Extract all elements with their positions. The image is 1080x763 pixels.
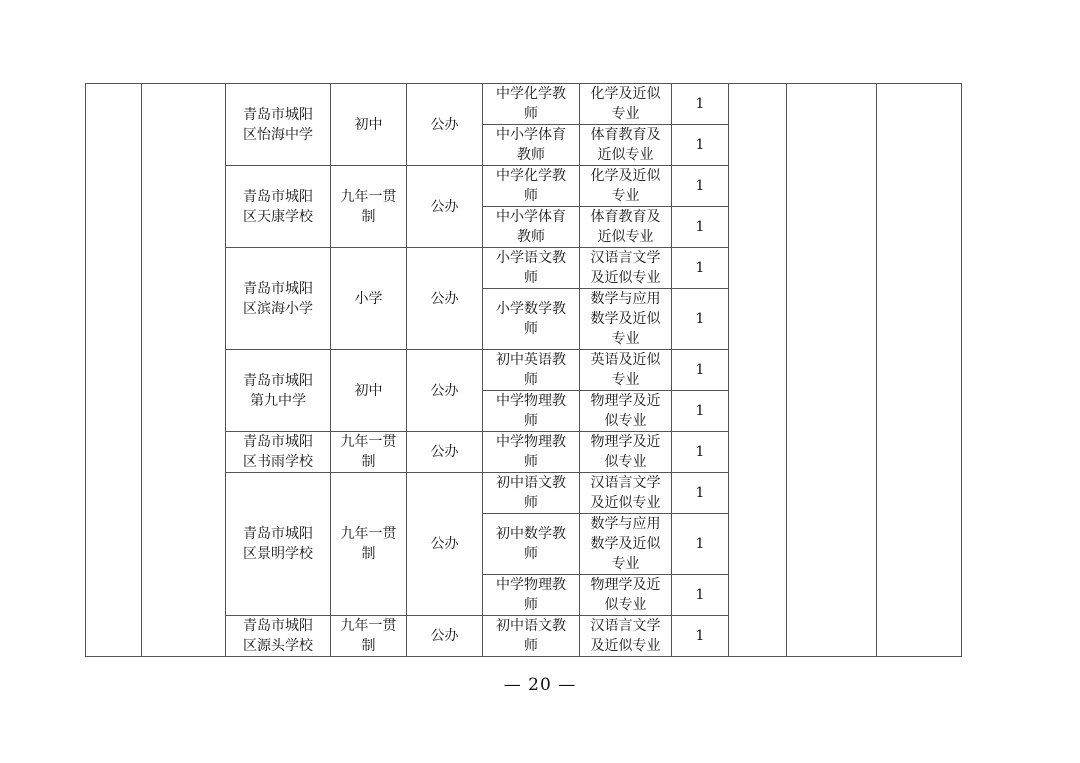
post-name-cell: 小学数学教 师 [483, 289, 580, 350]
count-cell: 1 [672, 289, 729, 350]
count-cell: 1 [672, 125, 729, 166]
table-body [86, 84, 962, 657]
school-name-cell: 青岛市城阳 区天康学校 [226, 166, 331, 248]
school-name-cell: 青岛市城阳 第九中学 [226, 350, 331, 432]
school-nature-cell: 公办 [407, 473, 483, 616]
post-name-cell: 中小学体育 教师 [483, 125, 580, 166]
count-cell: 1 [672, 391, 729, 432]
school-name-cell: 青岛市城阳 区源头学校 [226, 616, 331, 657]
school-level-cell: 初中 [331, 84, 407, 166]
school-nature-cell: 公办 [407, 166, 483, 248]
school-nature-cell: 公办 [407, 432, 483, 473]
school-level-cell: 九年一贯 制 [331, 473, 407, 616]
page-number: — 20 — [503, 675, 577, 695]
post-name-cell: 中小学体育 教师 [483, 207, 580, 248]
count-cell: 1 [672, 514, 729, 575]
major-cell: 物理学及近 似专业 [580, 575, 672, 616]
count-cell: 1 [672, 248, 729, 289]
post-name-cell: 小学语文教 师 [483, 248, 580, 289]
school-name-cell: 青岛市城阳 区书雨学校 [226, 432, 331, 473]
school-level-cell: 九年一贯 制 [331, 616, 407, 657]
school-nature-cell: 公办 [407, 616, 483, 657]
recruitment-table [85, 83, 962, 657]
count-cell: 1 [672, 166, 729, 207]
school-name-cell: 青岛市城阳 区滨海小学 [226, 248, 331, 350]
table-row [86, 84, 962, 125]
major-cell: 汉语言文学 及近似专业 [580, 473, 672, 514]
school-nature-cell: 公办 [407, 248, 483, 350]
school-name-cell: 青岛市城阳 区景明学校 [226, 473, 331, 616]
post-name-cell: 初中语文教 师 [483, 616, 580, 657]
school-level-cell: 初中 [331, 350, 407, 432]
major-cell: 汉语言文学 及近似专业 [580, 616, 672, 657]
school-name-cell: 青岛市城阳 区怡海中学 [226, 84, 331, 166]
post-name-cell: 初中语文教 师 [483, 473, 580, 514]
blank-cell [729, 84, 787, 657]
school-level-cell: 小学 [331, 248, 407, 350]
major-cell: 体育教育及 近似专业 [580, 125, 672, 166]
count-cell: 1 [672, 473, 729, 514]
post-name-cell: 中学化学教 师 [483, 166, 580, 207]
major-cell: 数学与应用 数学及近似 专业 [580, 514, 672, 575]
major-cell: 数学与应用 数学及近似 专业 [580, 289, 672, 350]
major-cell: 化学及近似 专业 [580, 84, 672, 125]
count-cell: 1 [672, 350, 729, 391]
major-cell: 物理学及近 似专业 [580, 432, 672, 473]
count-cell: 1 [672, 432, 729, 473]
school-level-cell: 九年一贯 制 [331, 166, 407, 248]
post-name-cell: 初中英语教 师 [483, 350, 580, 391]
count-cell: 1 [672, 207, 729, 248]
school-nature-cell: 公办 [407, 84, 483, 166]
count-cell: 1 [672, 575, 729, 616]
blank-cell [142, 84, 226, 657]
major-cell: 汉语言文学 及近似专业 [580, 248, 672, 289]
post-name-cell: 初中数学教 师 [483, 514, 580, 575]
major-cell: 化学及近似 专业 [580, 166, 672, 207]
major-cell: 体育教育及 近似专业 [580, 207, 672, 248]
count-cell: 1 [672, 616, 729, 657]
major-cell: 英语及近似 专业 [580, 350, 672, 391]
post-name-cell: 中学物理教 师 [483, 575, 580, 616]
blank-cell [877, 84, 962, 657]
post-name-cell: 中学化学教 师 [483, 84, 580, 125]
school-nature-cell: 公办 [407, 350, 483, 432]
major-cell: 物理学及近 似专业 [580, 391, 672, 432]
post-name-cell: 中学物理教 师 [483, 391, 580, 432]
blank-cell [86, 84, 142, 657]
blank-cell [787, 84, 877, 657]
count-cell: 1 [672, 84, 729, 125]
school-level-cell: 九年一贯 制 [331, 432, 407, 473]
post-name-cell: 中学物理教 师 [483, 432, 580, 473]
